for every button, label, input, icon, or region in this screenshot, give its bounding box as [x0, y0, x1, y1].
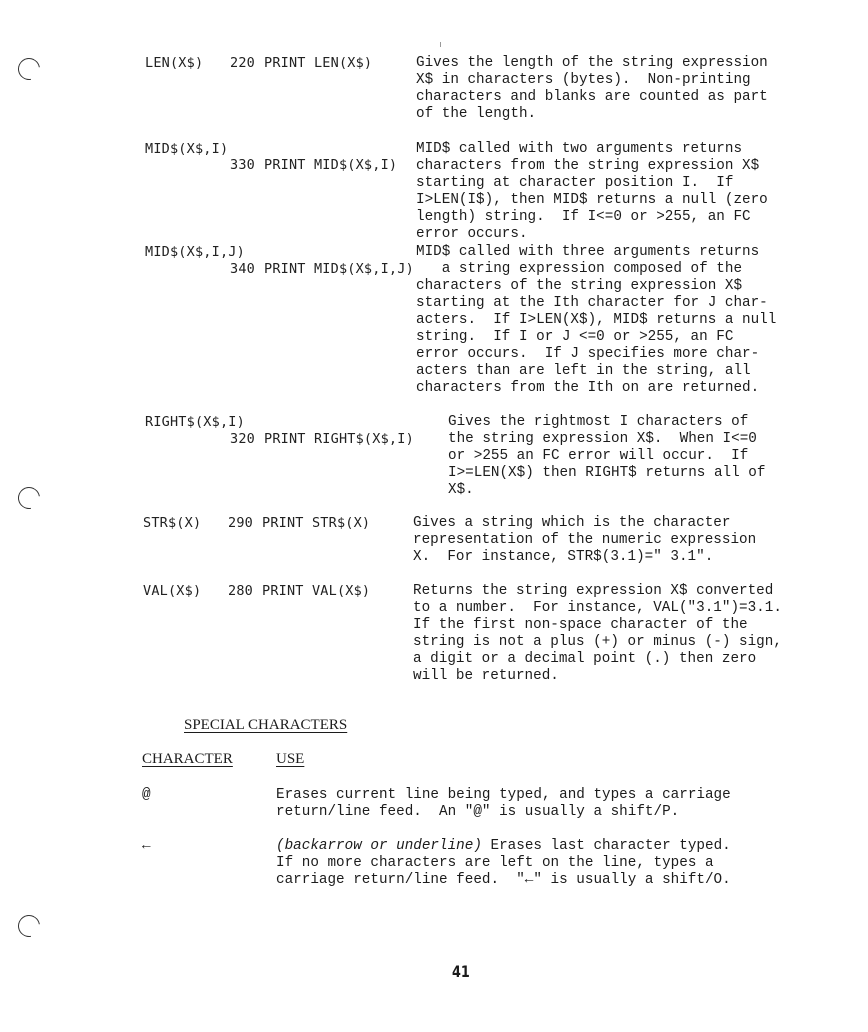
example-line-number: 220 [230, 55, 255, 71]
example-statement: PRINT STR$(X) [262, 515, 371, 531]
function-description: MID$ called with three arguments returns a string expression composed of the characters of the string expression X$ starting at the Ith character for J char- acters. If I>LEN(X$), MID$ returns a null string. If I or J <=0 or >255, an FC error occurs. If J specifies more char- acters than are left in the string, all characters from the Ith on are returned. [416, 244, 777, 396]
example-line-number: 330 [230, 157, 255, 173]
section-heading: SPECIAL CHARACTERS [184, 717, 348, 733]
special-character: ← [142, 838, 151, 854]
special-character-use: Erases current line being typed, and types a carriage return/line feed. An "@" is usually a shift/P. [276, 787, 731, 820]
column-header-use: USE [276, 751, 305, 767]
scan-mark [440, 42, 441, 47]
function-signature: MID$(X$,I) [145, 141, 229, 157]
example-statement: PRINT LEN(X$) [264, 55, 373, 71]
function-signature: RIGHT$(X$,I) [145, 414, 245, 430]
punch-hole-bottom [14, 911, 45, 942]
example-statement: PRINT VAL(X$) [262, 583, 371, 599]
function-signature: VAL(X$) [143, 583, 202, 599]
punch-hole-middle [14, 483, 45, 514]
function-signature: STR$(X) [143, 515, 202, 531]
function-description: Gives the rightmost I characters of the string expression X$. When I<=0 or >255 an FC error will occur. If I>=LEN(X$) then RIGHT$ returns all of X$. [448, 414, 766, 498]
function-description: Gives a string which is the character representation of the numeric expression X. For instance, STR$(3.1)=" 3.1". [413, 515, 757, 565]
function-description: MID$ called with two arguments returns characters from the string expression X$ starting at character position I. If I>LEN(I$), then MID$ returns a null (zero length) string. If I<=0 or >255, an FC error occurs. [416, 141, 768, 242]
function-description: Gives the length of the string expression X$ in characters (bytes). Non-printing characters and blanks are counted as part of the length. [416, 55, 768, 122]
column-header-character: CHARACTER [142, 751, 233, 767]
special-character-use: (backarrow or underline) Erases last character typed. If no more characters are left on the line, types a carriage return/line feed. "←" is usually a shift/O. [276, 838, 731, 888]
example-line-number: 290 [228, 515, 253, 531]
example-line-number: 280 [228, 583, 253, 599]
example-statement: PRINT RIGHT$(X$,I) [264, 431, 414, 447]
example-statement: PRINT MID$(X$,I,J) [264, 261, 414, 277]
example-statement: PRINT MID$(X$,I) [264, 157, 398, 173]
page-number: 41 [452, 962, 470, 981]
function-signature: MID$(X$,I,J) [145, 244, 245, 260]
example-line-number: 320 [230, 431, 255, 447]
function-signature: LEN(X$) [145, 55, 204, 71]
function-description: Returns the string expression X$ converted to a number. For instance, VAL("3.1")=3.1. If the first non-space character of the string is not a plus (+) or minus (-) sign, a digit or a decimal point (.) then zero will be returned. [413, 583, 782, 684]
punch-hole-top [14, 54, 45, 85]
example-line-number: 340 [230, 261, 255, 277]
italic-note: (backarrow or underline) [276, 838, 482, 854]
special-character: @ [142, 787, 151, 803]
